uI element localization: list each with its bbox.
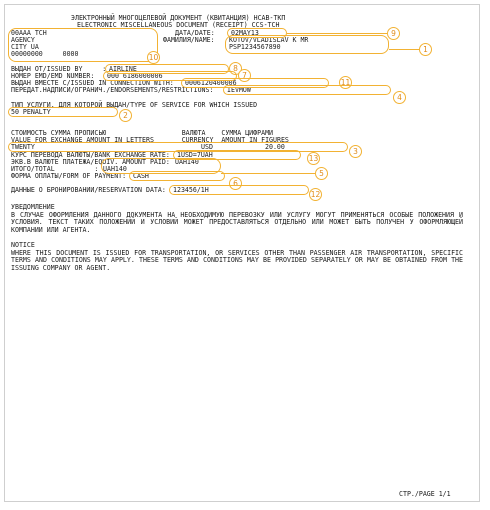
agency-number: 00000000 0000 [11, 50, 79, 58]
exchange-rate-label: КУРС ПЕРЕВОДА ВАЛЮТЫ/BANK EXCHANGE RATE: [11, 151, 170, 159]
emd-number-value: 000 6186000006 [107, 72, 163, 80]
callout-badge-9: 9 [387, 27, 400, 40]
reservation-value: 123456/1H [173, 186, 209, 194]
callout-badge-5: 5 [315, 167, 328, 180]
date-value: 02MAY13 [231, 29, 259, 37]
callout-badge-11: 11 [340, 78, 351, 87]
amount-currency: USD [201, 143, 213, 151]
service-type-value: 50 PENALTY [11, 108, 51, 116]
agency-label: AGENCY [11, 36, 35, 44]
callout-badge-12: 12 [310, 190, 321, 199]
name-value: KOTOV/VLADISLAV K MR [229, 36, 309, 44]
notice-en-text: WHERE THIS DOCUMENT IS ISSUED FOR TRANSPORTATION, OR SERVICES OTHER THAN PASSENGER AIR TRANSPORTATION, SPECIFIC TERMS AND CONDITIONS MAY APPLY. THESE TERMS AND CONDITIONS MAY BE PROVIDED SEPARATELY OR MAY BE OBTAINED FROM THE ISSUING COMPANY OR AGENT. [11, 249, 463, 272]
notice-ru-title: УВЕДОМЛЕНИЕ [11, 203, 55, 211]
notice-ru-text: В СЛУЧАЕ ОФОРМЛЕНИЯ ДАННОГО ДОКУМЕНТА НА НЕОБХОДИМУЮ ПЕРЕВОЗКУ ИЛИ УСЛУГУ МОГУТ ПРИМЕНЯТЬСЯ ОСОБЫЕ ПОЛОЖЕНИЯ И УСЛОВИЯ. ТЕКСТ ТАКИХ ПОЛОЖЕНИЙ И УСЛОВИЙ МОЖЕТ ПРЕДОСТАВЛЯТЬСЯ ОТДЕЛЬНО ИЛИ МОЖЕТ БЫТЬ ПОЛУЧЕН У ОФОРМЛЯЮЩЕЙ КОМПАНИИ ИЛИ АГЕНТА. [11, 211, 463, 234]
callout-outline-2 [8, 107, 118, 117]
exchange-rate-value: 1USD=7UAH [177, 151, 213, 159]
callout-badge-4: 4 [393, 91, 406, 104]
callout-outline-12 [169, 185, 309, 195]
passport-value: PSP1234567890 [229, 43, 281, 51]
agency-city: CITY UA [11, 43, 39, 51]
payment-label: ФОРМА ОПЛАТЫ/FORM OF PAYMENT: [11, 172, 127, 180]
amount-words: TWENTY [11, 143, 35, 151]
callout-badge-2: 2 [119, 109, 132, 122]
equiv-label: ЭКВ.В ВАЛЮТЕ ПЛАТЕЖА/EQUIV. AMOUNT PAID: [11, 158, 170, 166]
doc-title-ru: ЭЛЕКТРОННЫЙ МНОГОЦЕЛЕВОЙ ДОКУМЕНТ (КВИТАНЦИЯ) НСАВ-ТКП [71, 14, 286, 22]
equiv-value: UAH140 [175, 158, 199, 166]
notice-en-title: NOTICE [11, 241, 35, 249]
service-type-label: ТИП УСЛУГИ, ДЛЯ КОТОРОЙ ВЫДАН/TYPE OF SERVICE FOR WHICH ISSUED [11, 101, 258, 109]
callout-badge-8: 8 [229, 62, 242, 75]
callout-leader-5 [221, 173, 315, 174]
callout-badge-13: 13 [308, 154, 319, 163]
endorsements-label: ПЕРЕДАТ.НАДПИСИ/ОГРАНИЧ./ENDORSEMENTS/RESTRICTIONS: [11, 86, 214, 94]
callout-outline-10 [8, 28, 158, 62]
agency-code: 00AAA TCH [11, 29, 47, 37]
callout-outline-1 [225, 35, 389, 54]
page-number: СТР./PAGE 1/1 [399, 490, 451, 498]
endorsements-value: IEVMOW [227, 86, 251, 94]
total-value: UAH140 [103, 165, 127, 173]
doc-title-en: ELECTRONIC MISCELLANEOUS DOCUMENT (RECEIPT) CCS-TCH [77, 21, 280, 29]
callout-badge-1: 1 [419, 43, 432, 56]
issued-by-label: ВЫДАН ОТ/ISSUED BY : [11, 65, 107, 73]
callout-leader-9 [287, 33, 387, 34]
reservation-label: ДАННЫЕ О БРОНИРОВАНИИ/RESERVATION DATA: [11, 186, 166, 194]
callout-badge-6: 6 [229, 177, 242, 190]
callout-outline-6 [129, 171, 225, 181]
conjunction-value: 0006120400006 [185, 79, 237, 87]
callout-badge-10: 10 [148, 53, 159, 62]
amount-header-en: VALUE FOR EXCHANGE AMOUNT IN LETTERS CURRENCY AMOUNT IN FIGURES [11, 136, 289, 144]
receipt-page [4, 4, 480, 502]
issued-by-value: AIRLINE [109, 65, 137, 73]
callout-outline-4 [223, 85, 391, 95]
callout-leader-1 [389, 49, 419, 50]
conjunction-label: ВЫДАН ВМЕСТЕ С/ISSUED IN CONNECTION WITH: [11, 79, 174, 87]
date-label: ДАТА/DATE: [175, 29, 215, 37]
name-label: ФАМИЛИЯ/NAME: [163, 36, 215, 44]
amount-header-ru: СТОИМОСТЬ СУММА ПРОПИСЬЮ ВАЛЮТА СУММА ЦИФРАМИ [11, 129, 274, 137]
payment-value: CASH [133, 172, 149, 180]
amount-figures: 20.00 [265, 143, 285, 151]
total-label: ИТОГО/TOTAL : [11, 165, 99, 173]
callout-badge-3: 3 [349, 145, 362, 158]
emd-number-label: НОМЕР EMD/EMD NUMBER: [11, 72, 95, 80]
callout-badge-7: 7 [238, 69, 251, 82]
